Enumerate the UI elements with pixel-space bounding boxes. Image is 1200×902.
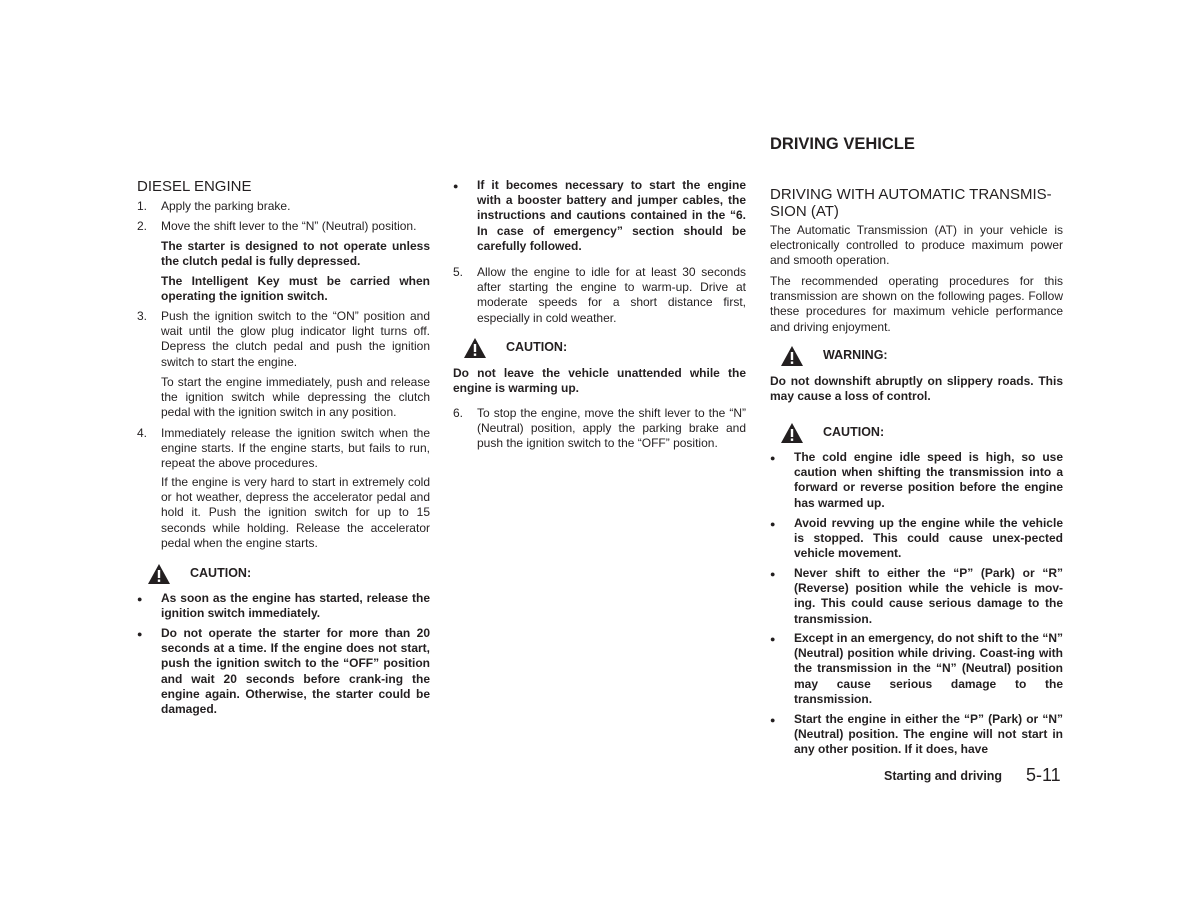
booster-bullet-text: If it becomes necessary to start the engine with a booster battery and jumper cables, the instructions and cautions contained in the “6. In case of emergency” section should be carefully followed. — [477, 178, 746, 253]
caution-header — [463, 337, 567, 359]
caution-header — [147, 563, 251, 585]
step-number: 1. — [137, 199, 148, 213]
step-text: Immediately release the ignition switch when the engine starts. If the engine starts, but fails to run, repeat the above procedures. — [161, 426, 430, 471]
caution-text: Do not leave the vehicle unattended while the engine is warming up. — [453, 366, 746, 396]
step-text: Apply the parking brake. — [161, 199, 291, 213]
step-4 — [137, 426, 430, 472]
step-5 — [453, 265, 746, 326]
section-title-automatic-transmission: DRIVING WITH AUTOMATIC TRANSMIS-SION (AT) — [770, 186, 1052, 220]
caution-bullet — [770, 566, 1063, 627]
caution-bullet — [770, 450, 1063, 511]
caution-label: CAUTION: — [190, 566, 252, 581]
step-3-note: To start the engine immediately, push and release the ignition switch while depressing the clutch pedal with the ignition switch in any position. — [161, 375, 430, 420]
step-number: 4. — [137, 426, 148, 440]
step-text: Allow the engine to idle for at least 30 seconds after starting the engine to warm-up. Drive at moderate speeds for a short distance first, especially in cold weather. — [477, 265, 746, 325]
caution-bullet — [770, 631, 1063, 707]
warning-header — [780, 345, 888, 367]
page-number: 5-11 — [1026, 765, 1061, 785]
warning-triangle-icon — [780, 345, 804, 367]
step-2-note-clutch: The starter is designed to not operate unless the clutch pedal is fully depressed. — [161, 239, 430, 269]
warning-triangle-icon — [780, 422, 804, 444]
caution-header — [780, 422, 884, 444]
warning-text: Do not downshift abruptly on slippery roads. This may cause a loss of control. — [770, 374, 1063, 404]
page-footer — [884, 767, 1064, 787]
step-6 — [453, 406, 746, 452]
caution-bullet — [770, 516, 1063, 562]
warning-triangle-icon — [147, 563, 171, 585]
chapter-title: DRIVING VEHICLE — [770, 135, 915, 153]
caution-bullet — [770, 712, 1063, 758]
caution-bullet-text: Avoid revving up the engine while the vehicle is stopped. This could cause unex-pected vehicle movement. — [794, 516, 1063, 561]
step-text: Push the ignition switch to the “ON” position and wait until the glow plug indicator light turns off. Depress the clutch pedal and push the ignition switch to start the engine. — [161, 309, 430, 369]
caution-label: CAUTION: — [823, 425, 885, 440]
step-1 — [137, 199, 430, 214]
caution-label: CAUTION: — [506, 340, 568, 355]
procedures-paragraph: The recommended operating procedures for this transmission are shown on the following pages. Follow these procedures for maximum vehicle performance and driving enjoyment. — [770, 274, 1063, 334]
step-text: To stop the engine, move the shift lever to the “N” (Neutral) position, apply the parking brake and push the ignition switch to the “OFF” position. — [477, 406, 746, 451]
footer-section-name: Starting and driving — [884, 769, 1003, 783]
caution-bullet-text: As soon as the engine has started, release the ignition switch immediately. — [161, 591, 430, 621]
step-number: 5. — [453, 265, 464, 279]
caution-bullet-text: Do not operate the starter for more than 20 seconds at a time. If the engine does not start, push the ignition switch to the “OFF” position and wait 20 seconds before crank-ing the engine again. Otherwise, the starter could be damaged. — [161, 626, 430, 717]
warning-label: WARNING: — [823, 348, 888, 363]
section-title-diesel-engine: DIESEL ENGINE — [137, 178, 252, 195]
booster-bullet — [453, 178, 746, 254]
caution-bullet — [137, 626, 430, 717]
step-number: 6. — [453, 406, 464, 420]
step-3 — [137, 309, 430, 370]
caution-bullet — [137, 591, 430, 621]
step-number: 3. — [137, 309, 148, 323]
caution-bullet-text: Start the engine in either the “P” (Park) or “N” (Neutral) position. The engine will not start in any other position. If it does, have — [794, 712, 1063, 757]
step-2 — [137, 219, 430, 234]
step-2-note-intelligent-key: The Intelligent Key must be carried when operating the ignition switch. — [161, 274, 430, 304]
caution-bullet-text: Never shift to either the “P” (Park) or “R” (Reverse) position while the vehicle is mov-ing. This could cause serious damage to the transmission. — [794, 566, 1063, 626]
step-number: 2. — [137, 219, 148, 233]
step-4-note: If the engine is very hard to start in extremely cold or hot weather, depress the accelerator pedal and hold it. Push the ignition switch for up to 15 seconds while holding. Release the accelerator pedal when the engine starts. — [161, 475, 430, 550]
caution-bullet-text: Except in an emergency, do not shift to the “N” (Neutral) position while driving. Coast-ing with the transmission in the “N” (Neutral) position may cause serious damage to the transmission. — [794, 631, 1063, 706]
intro-paragraph: The Automatic Transmission (AT) in your vehicle is electronically controlled to produce maximum power and smooth operation. — [770, 223, 1063, 268]
step-text: Move the shift lever to the “N” (Neutral) position. — [161, 219, 417, 233]
warning-triangle-icon — [463, 337, 487, 359]
caution-bullet-text: The cold engine idle speed is high, so use caution when shifting the transmission into a forward or reverse position before the engine has warmed up. — [794, 450, 1063, 510]
